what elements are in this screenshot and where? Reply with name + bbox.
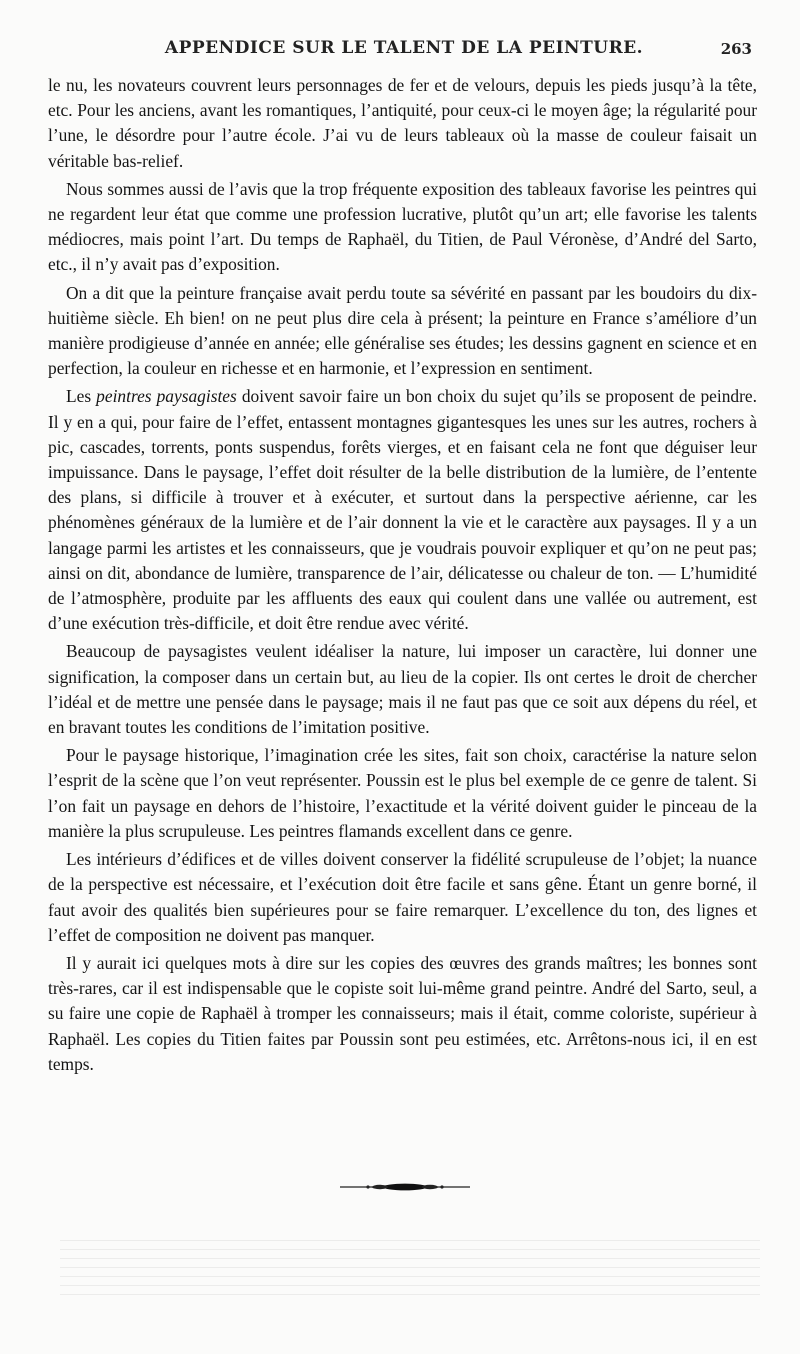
- paragraph: Pour le paysage historique, l’imagination crée les sites, fait son choix, caractérise la nature selon l’esprit de la scène que l’on veut représenter. Poussin est le plus bel exemple de ce genre de talent. Si l’on fait un paysage en dehors de l’histoire, l’exactitude et la vérité doivent guider le pinceau de la manière la plus scrupuleuse. Les peintres flamands excellent dans ce genre.: [48, 745, 757, 841]
- tail-ornament: [340, 1180, 470, 1194]
- paragraph: Il y aurait ici quelques mots à dire sur les copies des œuvres des grands maîtres; les bonnes sont très-rares, car il est indispensable que le copiste soit lui-même grand peintre. André del Sarto, seul, a su faire une copie de Raphaël à tromper les connaisseurs; mais il était, comme coloriste, supérieur à Raphaël. Les copies du Titien faites par Poussin sont peu estimées, etc. Arrêtons-nous ici, il en est temps.: [48, 952, 757, 1074]
- paragraph-lead: Les: [66, 386, 97, 407]
- show-through-texture: [60, 1240, 760, 1300]
- paragraph: [48, 384, 757, 636]
- paragraph: Beaucoup de paysagistes veulent idéaliser la nature, lui imposer un caractère, lui donner une signification, la composer dans un certain but, au lieu de la copier. Ils ont certes le droit de chercher l’idéal et de mettre une pensée dans le paysage; mais il ne faut pas que ce soit aux dépens du réel, et en bravant toutes les conditions de l’imitation positive.: [48, 641, 757, 738]
- page-number: 263: [720, 40, 752, 58]
- emphasis-term: peintres paysagistes: [96, 386, 237, 407]
- running-title: APPENDICE SUR LE TALENT DE LA PEINTURE.: [164, 38, 644, 58]
- page-header: [48, 38, 760, 64]
- paragraph: Nous sommes aussi de l’avis que la trop fréquente exposition des tableaux favorise les peintres qui ne regardent leur état que comme une profession lucrative, plutôt qu’un art; elle favorise les talents médiocres, mais point l’art. Du temps de Raphaël, du Titien, de Paul Véronèse, d’André del Sarto, etc., il n’y avait pas d’exposition.: [48, 178, 757, 275]
- body-text: [48, 73, 757, 1077]
- paragraph: Les intérieurs d’édifices et de villes doivent conserver la fidélité scrupuleuse de l’objet; la nuance de la perspective est nécessaire, et l’exécution doit être facile et sans gêne. Étant un genre borné, il faut avoir des qualités bien supérieures pour se faire remarquer. L’excellence du ton, des lignes et l’effet de composition ne doivent pas manquer.: [48, 849, 757, 945]
- paragraph-rest: doivent savoir faire un bon choix du sujet qu’ils se proposent de peindre. Il y en a qui, pour faire de l’effet, entassent montagnes gigantesques les unes sur les autres, rochers à pic, cascades, torrents, ponts suspendus, forêts vierges, et en faisant cela ne font que déguiser leur impuissance. Dans le paysage, l’effet doit résulter de la belle distribution de la lumière, de l’entente des plans, si difficile à trouver et à exécuter, et surtout dans la perspective aérienne, car les phénomènes généraux de la lumière et de l’air donnent la vie et le caractère aux paysages. Il y a un langage parmi les artistes et les connaisseurs, que je voudrais pouvoir expliquer et qu’on ne peut pas; ainsi on dit, abondance de lumière, transparence de l’air, délicatesse ou chaleur de ton. — L’humidité de l’atmosphère, produite par les affluents des eaux qui coulent dans une vallée ou autrement, est d’une exécution très-difficile, et doit être rendue avec vérité.: [48, 386, 757, 634]
- paragraph: le nu, les novateurs couvrent leurs personnages de fer et de velours, depuis les pieds jusqu’à la tête, etc. Pour les anciens, avant les romantiques, l’antiquité, pour ceux-ci le moyen âge; la régularité pour l’une, le désordre pour l’autre école. J’ai vu de leurs tableaux où la masse de couleur faisait un véritable bas-relief.: [48, 75, 757, 171]
- paragraph: On a dit que la peinture française avait perdu toute sa sévérité en passant par les boudoirs du dix-huitième siècle. Eh bien! on ne peut plus dire cela à présent; la peinture en France s’améliore d’un manière prodigieuse d’année en année; elle généralise ses études; les dessins gagnent en science et en perfection, la couleur en richesse et en harmonie, et l’expression en sentiment.: [48, 282, 757, 379]
